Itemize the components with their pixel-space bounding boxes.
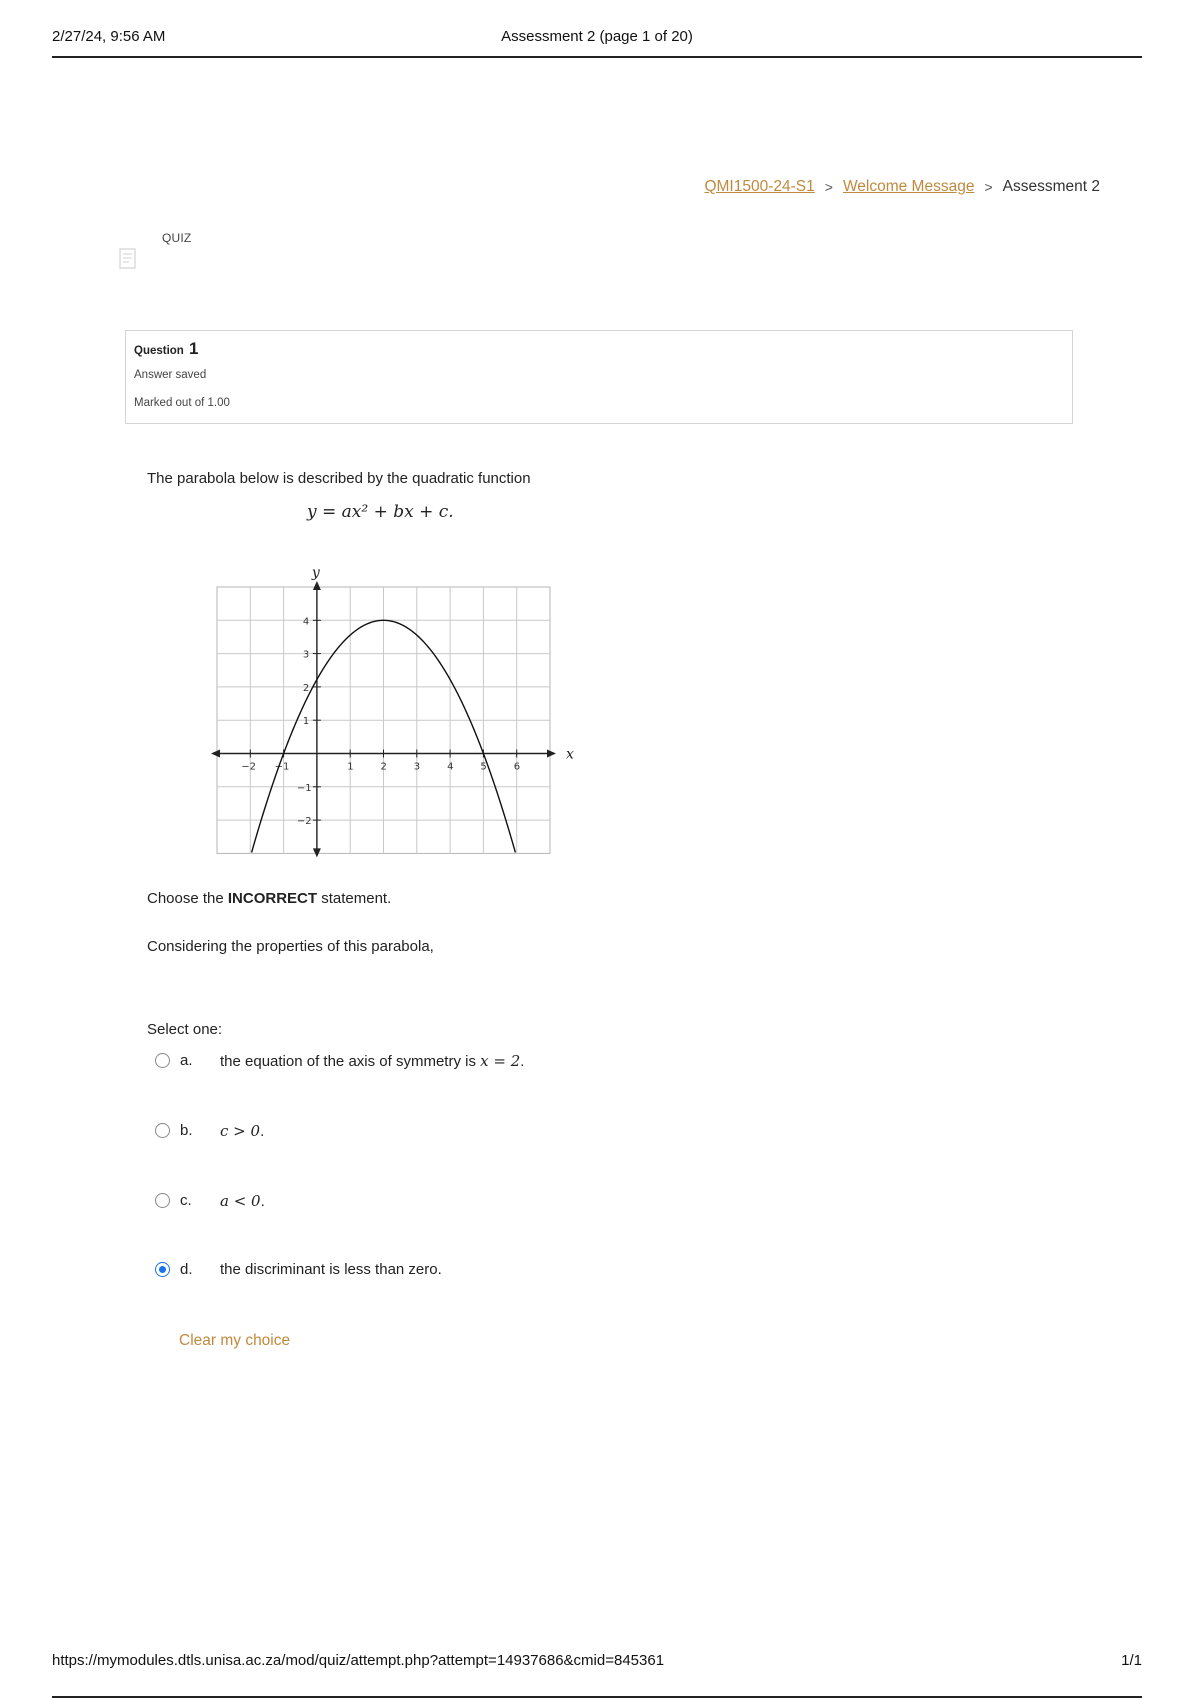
print-footer <box>52 1652 1142 1698</box>
option-c-radio[interactable] <box>155 1193 170 1208</box>
question-formula: y = ax² + bx + c. <box>307 502 454 522</box>
instruction-suffix: statement. <box>317 890 392 907</box>
option-a-text <box>220 1052 524 1070</box>
print-url: https://mymodules.dtls.unisa.ac.za/mod/quiz/attempt.php?attempt=14937686&cmid=845361 <box>52 1652 665 1669</box>
y-tick-label: 3 <box>302 649 310 661</box>
x-tick-label: 6 <box>513 761 521 773</box>
print-date: 2/27/24, 9:56 AM <box>52 28 166 45</box>
instruction-prefix: Choose the <box>147 890 228 907</box>
option-c-letter: c. <box>180 1192 192 1209</box>
y-axis-arrow-up <box>313 581 321 590</box>
question-state: Answer saved <box>134 369 207 381</box>
print-page-number: 1/1 <box>1121 1652 1142 1669</box>
quiz-label: QUIZ <box>162 231 192 245</box>
breadcrumb-separator: > <box>824 179 833 195</box>
print-title: Assessment 2 (page 1 of 20) <box>501 28 693 45</box>
x-tick-label: 2 <box>380 761 387 773</box>
breadcrumb-current: Assessment 2 <box>1002 178 1100 195</box>
print-header <box>52 26 1142 58</box>
select-one-prompt: Select one: <box>147 1021 223 1038</box>
clear-choice-link[interactable]: Clear my choice <box>179 1332 291 1349</box>
option-c[interactable] <box>155 1192 265 1210</box>
breadcrumb-section-link[interactable]: Welcome Message <box>842 178 975 195</box>
option-c-math: a < 0 <box>220 1192 261 1210</box>
option-d-text: the discriminant is less than zero. <box>220 1261 442 1278</box>
y-tick-label: 4 <box>302 616 310 628</box>
question-text: The parabola below is described by the quadratic function <box>147 470 531 487</box>
option-b-letter: b. <box>180 1122 193 1139</box>
option-d-letter: d. <box>180 1261 193 1278</box>
x-tick-label: 5 <box>480 761 487 773</box>
option-c-text <box>220 1192 265 1210</box>
option-d[interactable] <box>155 1261 442 1278</box>
option-c-suffix: . <box>260 1193 265 1210</box>
breadcrumb-separator: > <box>984 179 993 195</box>
option-b-radio[interactable] <box>155 1123 170 1138</box>
quiz-icon <box>118 248 138 270</box>
x-tick-label: 4 <box>447 761 454 773</box>
question-number-value: 1 <box>189 339 199 358</box>
x-axis-arrow-left <box>211 750 220 758</box>
x-axis-label: x <box>566 746 574 763</box>
option-a-suffix: . <box>520 1053 525 1070</box>
option-a-radio[interactable] <box>155 1053 170 1068</box>
y-axis-label: y <box>311 565 320 581</box>
parabola-graph <box>205 560 575 860</box>
breadcrumb <box>704 178 1100 196</box>
y-tick-label: 1 <box>302 716 310 728</box>
y-tick-label: −1 <box>296 782 312 794</box>
option-d-radio[interactable] <box>155 1262 170 1277</box>
question-info-box <box>125 330 1073 424</box>
question-label: Question <box>134 345 184 357</box>
option-a-prefix: the equation of the axis of symmetry is <box>220 1053 481 1070</box>
y-tick-label: −2 <box>296 816 312 828</box>
x-axis-arrow-right <box>547 750 556 758</box>
option-a-letter: a. <box>180 1052 193 1069</box>
question-number <box>134 339 199 359</box>
option-a[interactable] <box>155 1052 525 1070</box>
option-b-math: c > 0 <box>220 1122 261 1140</box>
option-b-text <box>220 1122 264 1140</box>
x-tick-label: 3 <box>413 761 421 773</box>
y-tick-label: 2 <box>302 682 310 694</box>
option-b-suffix: . <box>260 1123 265 1140</box>
option-a-math: x = 2 <box>480 1052 521 1070</box>
question-context: Considering the properties of this parabola, <box>147 938 434 955</box>
question-grade: Marked out of 1.00 <box>134 397 230 409</box>
instruction-emphasis: INCORRECT <box>227 890 318 907</box>
x-tick-label: −2 <box>241 761 257 773</box>
breadcrumb-course-link[interactable]: QMI1500-24-S1 <box>704 178 815 195</box>
question-instruction <box>147 890 391 907</box>
x-tick-label: −1 <box>274 761 290 773</box>
option-b[interactable] <box>155 1122 265 1140</box>
x-tick-label: 1 <box>347 761 354 773</box>
